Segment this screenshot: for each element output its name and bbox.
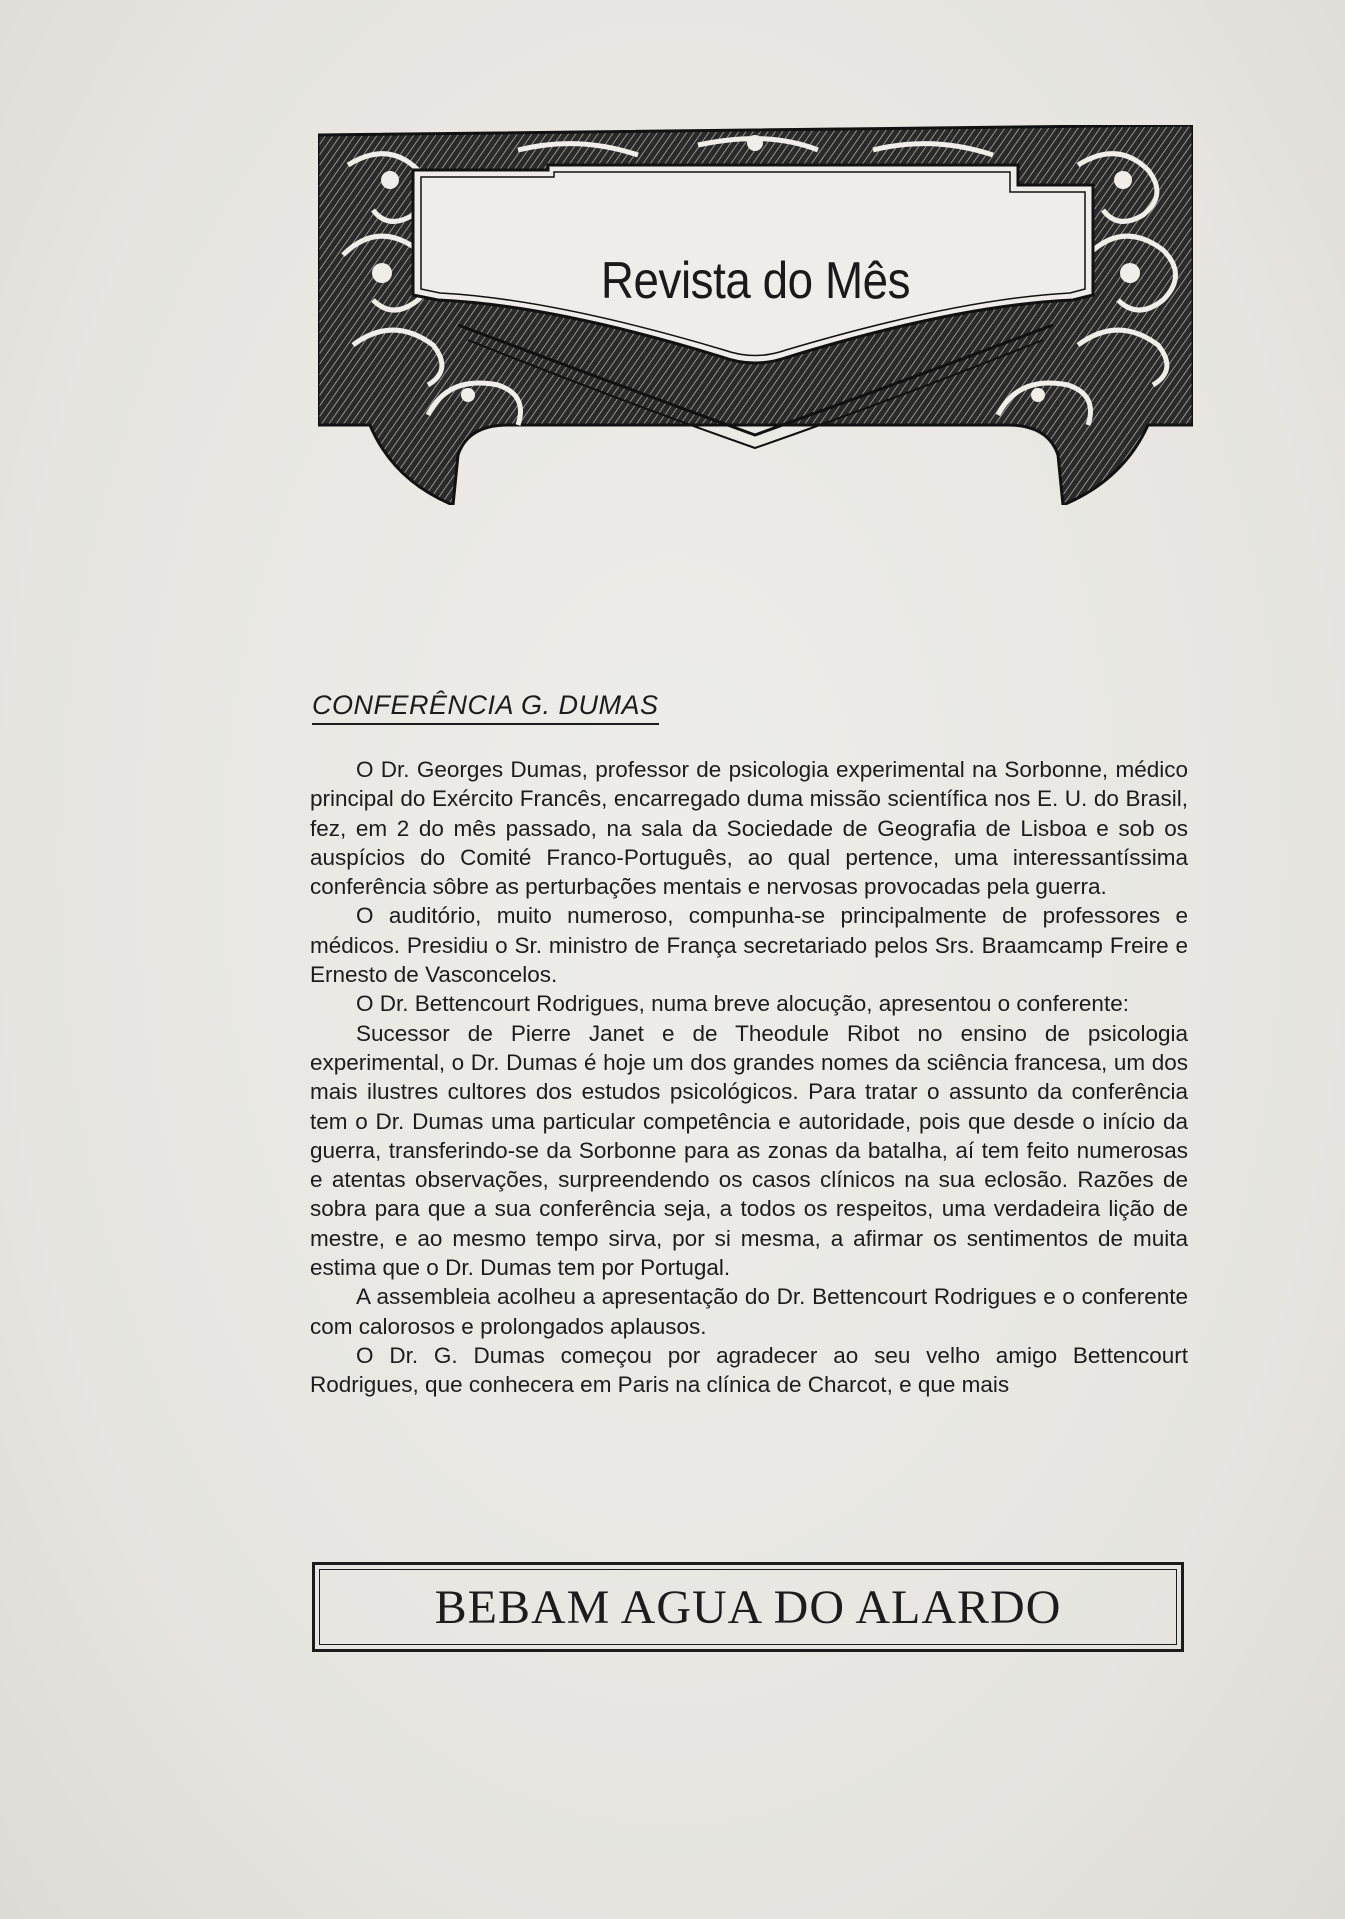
ornamental-header	[318, 125, 1193, 505]
advert-text: BEBAM AGUA DO ALARDO	[434, 1580, 1062, 1634]
article-paragraph: O Dr. Bettencourt Rodrigues, numa breve alocução, apresentou o conferente:	[356, 991, 1129, 1017]
article-paragraph: Sucessor de Pierre Janet e de Theodule Ribot no ensino de psicologia experimental, o Dr. Dumas é hoje um dos grandes nomes da sciência francesa, um dos mais ilustres cultores dos estudos psicológicos. Para tratar o assunto da conferência tem o Dr. Dumas uma particular competência e autoridade, pois que desde o início da guerra, transferindo-se da Sorbonne para as zonas da batalha, aí tem feito numerosas e atentas observações, surpreendendo os casos clínicos na sua eclosão. Razões de sobra para que a sua conferência seja, a todos os respeitos, uma verdadeira lição de mestre, e ao mesmo tempo sirva, por si mesma, a afirmar os sentimentos de muita estima que o Dr. Dumas tem por Portugal.	[310, 1020, 1188, 1281]
article-heading: CONFERÊNCIA G. DUMAS	[312, 690, 659, 725]
magazine-section-title: Revista do Mês	[600, 252, 911, 310]
advert-box	[312, 1562, 1184, 1652]
article-paragraph: O Dr. G. Dumas começou por agradecer ao seu velho amigo Bettencourt Rodrigues, que conhecera em Paris na clínica de Charcot, e que mais	[310, 1342, 1188, 1398]
article-paragraph: O auditório, muito numeroso, compunha-se principalmente de professores e médicos. Presidiu o Sr. ministro de França secretariado pelos Srs. Braamcamp Freire e Ernesto de Vasconcelos.	[310, 903, 1188, 988]
article-body	[310, 755, 1188, 1400]
ornament-frame-icon	[318, 125, 1193, 505]
article-paragraph: O Dr. Georges Dumas, professor de psicologia experimental na Sorbonne, médico principal do Exército Francês, encarregado duma missão scientífica nos E. U. do Brasil, fez, em 2 do mês passado, na sala da Sociedade de Geografia de Lisboa e sob os auspícios do Comité Franco-Português, ao qual pertence, uma interessantíssima conferência sôbre as perturbações mentais e nervosas provocadas pela guerra.	[310, 757, 1188, 900]
article-paragraph: A assembleia acolheu a apresentação do Dr. Bettencourt Rodrigues e o conferente com calorosos e prolongados aplausos.	[310, 1284, 1188, 1339]
